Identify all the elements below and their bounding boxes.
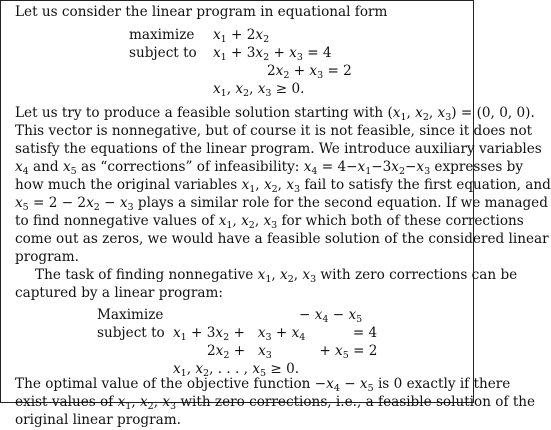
lp1-constraint-1: $x_1 + 3x_2 + x_3 = 4$ [213, 45, 332, 63]
p1-line-2: This vector is nonnegative, but of course it is not feasible, since it does not [15, 123, 533, 139]
p1-line-4: $x_4$ and $x_5$ as “corrections” of infeasibility: $x_4 = 4-x_1-3x_2-x_3$ expresses by [15, 159, 524, 177]
p1-line-5: how much the original variables $x_1$, $x_2$, $x_3$ fail to satisfy the first equation, and [15, 177, 551, 195]
lp2-constraint-1: $x_1 + 3x_2 + x_3 + x_4$ = 4 [173, 325, 378, 343]
p1-line-6: $x_5 = 2 - 2x_2 - x_3$ plays a similar role for the second equation. If we managed [15, 195, 548, 213]
lp2-subject-to-label: subject to [97, 325, 165, 341]
lp2-objective: − $x_4 - x_5$ [299, 307, 363, 325]
p1-line-7: to find nonnegative values of $x_1$, $x_2$, $x_3$ for which both of these corrections [15, 213, 524, 231]
intro-sentence: Let us consider the linear program in equational form [15, 4, 388, 20]
p1-line-3: satisfy the equations of the linear program. We introduce auxiliary variables [15, 141, 542, 157]
lp1-maximize-label: maximize [129, 27, 195, 43]
lp1-objective: $x_1 + 2x_2$ [213, 27, 270, 45]
lp1-constraint-2: $2x_2 + x_3 = 2$ [267, 63, 352, 81]
p2-line-2: captured by a linear program: [15, 285, 223, 301]
p3-line-1: The optimal value of the objective function $-x_4 - x_5$ is 0 exactly if there [15, 376, 511, 394]
p1-line-8: come out as zeros, we would have a feasible solution of the considered linear [15, 231, 549, 247]
p2-line-1: The task of finding nonnegative $x_1$, $x_2$, $x_3$ with zero corrections can be [35, 267, 518, 285]
p3-line-2: exist values of $x_1$, $x_2$, $x_3$ with zero corrections, i.e., a feasible solution of the [15, 394, 536, 412]
lp2-nonnegativity: $x_1$, $x_2$, . . . , $x_5 \ge 0$. [173, 361, 300, 379]
p3-line-3: original linear program. [15, 412, 181, 428]
lp1-nonnegativity: $x_1$, $x_2$, $x_3 \ge 0$. [213, 81, 305, 99]
lp2-constraint-2: $2x_2 + x_3$ + $x_5 = 2$ [207, 343, 378, 361]
lp2-maximize-label: Maximize [97, 307, 164, 323]
p1-line-1: Let us try to produce a feasible solution starting with ($x_1$, $x_2$, $x_3) = (0$, 0, 0). [15, 105, 535, 123]
lp1-subject-to-label: subject to [129, 45, 197, 61]
p1-line-9: program. [15, 249, 79, 265]
